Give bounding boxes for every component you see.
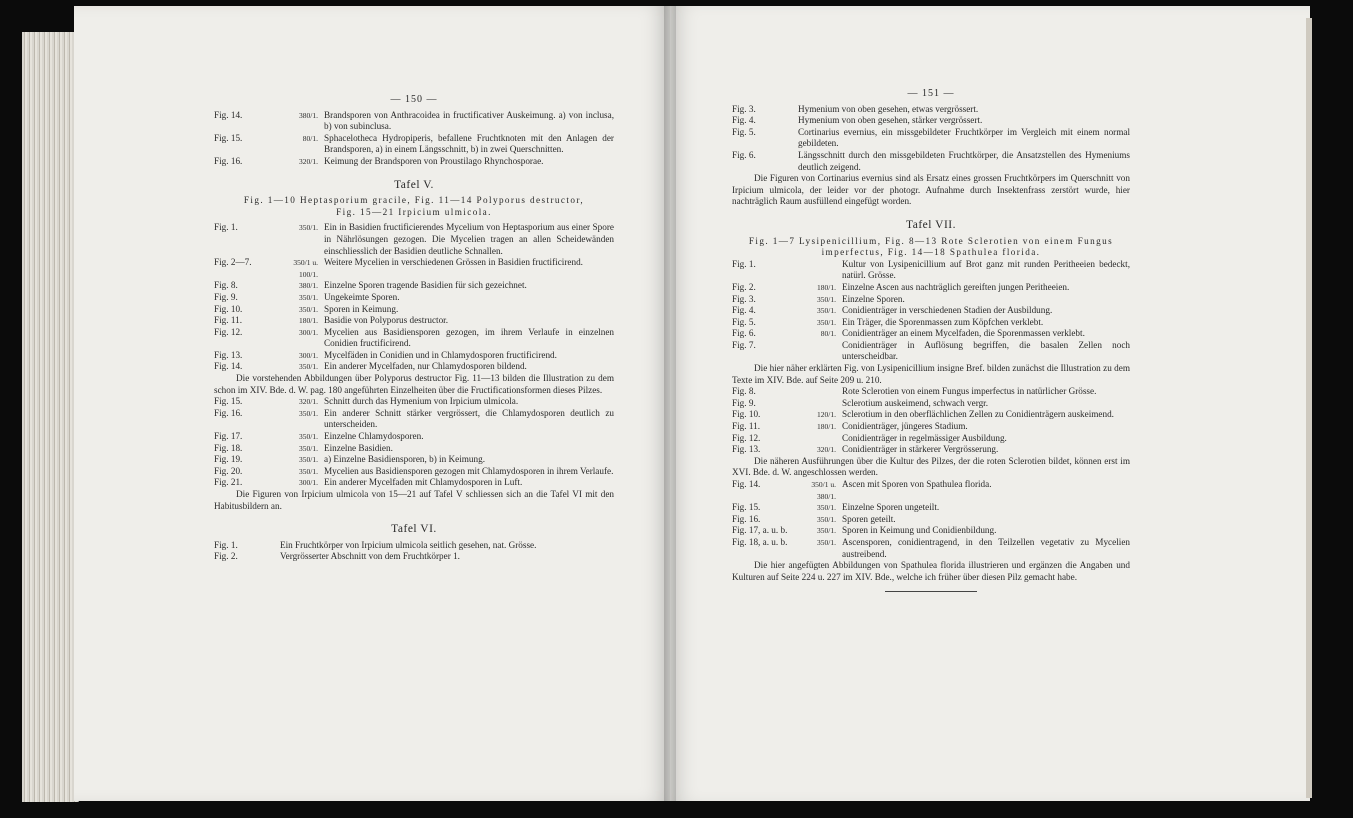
book-page-edges <box>22 32 79 802</box>
figure-entry <box>214 431 614 443</box>
magnification: 350/1. <box>817 526 836 536</box>
figure-label: Fig. 13. <box>732 444 761 455</box>
figure-entry <box>732 115 1130 127</box>
magnification: 120/1. <box>817 410 836 420</box>
figure-entry <box>732 282 1130 294</box>
figure-entry <box>732 502 1130 514</box>
left-page-text <box>214 94 614 563</box>
plate-subtitle: imperfectus, Fig. 14—18 Spathulea florida. <box>821 247 1041 258</box>
figure-entry <box>732 294 1130 306</box>
magnification: 350/1. <box>299 466 318 476</box>
magnification: 350/1 u. 380/1. <box>811 480 836 501</box>
magnification: 350/1. <box>299 223 318 233</box>
figure-entry <box>732 259 1130 282</box>
figure-entry <box>732 150 1130 173</box>
figure-entry <box>214 222 614 257</box>
figure-description: Mycelfäden in Conidien und in Chlamydosporen fructificirend. <box>324 349 557 360</box>
figure-entry <box>732 433 1130 445</box>
figure-entry <box>732 409 1130 421</box>
figure-label: Fig. 21. <box>214 477 243 488</box>
figure-description: Einzelne Sporen tragende Basidien für sich gezeichnet. <box>324 280 527 291</box>
figure-description: Hymenium von oben gesehen, etwas vergrössert. <box>798 103 979 114</box>
magnification: 350/1. <box>299 362 318 372</box>
magnification <box>798 259 842 282</box>
figure-label: Fig. 2. <box>214 551 238 562</box>
figure-label: Fig. 12. <box>214 326 243 337</box>
magnification: 80/1. <box>302 133 318 143</box>
figure-entry <box>732 514 1130 526</box>
figure-description: Sclerotium auskeimend, schwach vergr. <box>842 397 989 408</box>
figure-description: Ein Träger, die Sporenmassen zum Köpfchen verklebt. <box>842 316 1044 327</box>
figure-description: Conidienträger in verschiedenen Stadien der Ausbildung. <box>842 305 1053 316</box>
figure-description: Sclerotium in den oberflächlichen Zellen zu Conidienträgern auskeimend. <box>842 409 1114 420</box>
figure-label: Fig. 9. <box>732 397 756 408</box>
magnification <box>798 340 842 363</box>
figure-entry <box>732 317 1130 329</box>
figure-description: Ein Fruchtkörper von Irpicium ulmicola seitlich gesehen, nat. Grösse. <box>280 539 537 550</box>
magnification: 350/1. <box>817 514 836 524</box>
figure-description: Sporen in Keimung. <box>324 303 399 314</box>
figure-description: Mycelien aus Basidiensporen gezogen mit Chlamydosporen in ihrem Verlaufe. <box>324 465 614 476</box>
figure-label: Fig. 20. <box>214 465 243 476</box>
figure-entry <box>214 466 614 478</box>
figure-entry <box>214 327 614 350</box>
magnification: 350/1. <box>299 292 318 302</box>
figure-entry <box>214 454 614 466</box>
figure-label: Fig. 14. <box>214 361 243 372</box>
figure-entry <box>214 350 614 362</box>
figure-description: Conidienträger in Auflösung begriffen, die basalen Zellen noch unterscheidbar. <box>842 339 1130 362</box>
magnification: 300/1. <box>299 478 318 488</box>
figure-description: Mycelien aus Basidiensporen gezogen, im ihrem Verlaufe in einzelnen Conidien fructificirend. <box>324 326 614 349</box>
figure-entry <box>732 328 1130 340</box>
magnification: 350/1. <box>299 408 318 418</box>
figure-description: Conidienträger in regelmässiger Ausbildung. <box>842 432 1007 443</box>
figure-description: Sporen in Keimung und Conidienbildung. <box>842 525 997 536</box>
magnification: 300/1. <box>299 327 318 337</box>
figure-description: Sphacelotheca Hydropiperis, befallene Fruchtknoten mit den Anlagen der Brandsporen, a) in einem Längsschnitt, b) in zwei Querschnitten. <box>324 132 614 155</box>
magnification: 80/1. <box>820 329 836 339</box>
figure-entry <box>214 361 614 373</box>
figure-description: Brandsporen von Anthracoidea in fructificativer Auskeimung. a) von inclusa, b) von subinclusa. <box>324 109 614 132</box>
figure-label: Fig. 1. <box>732 258 756 269</box>
figure-label: Fig. 5. <box>732 126 756 137</box>
magnification: 320/1. <box>817 445 836 455</box>
plate-subtitle: Fig. 1—10 Heptasporium gracile, Fig. 11—14 Polyporus destructor, <box>243 195 585 206</box>
figure-entry <box>732 525 1130 537</box>
figure-description: Ein anderer Mycelfaden mit Chlamydosporen in Luft. <box>324 477 523 488</box>
magnification <box>798 386 842 398</box>
figure-description: Basidie von Polyporus destructor. <box>324 315 449 326</box>
right-page-edge <box>1306 18 1312 798</box>
figure-list <box>732 259 1130 363</box>
figure-entry <box>214 408 614 431</box>
magnification: 350/1. <box>817 317 836 327</box>
figure-list <box>214 222 614 373</box>
plate-subtitle: Fig. 15—21 Irpicium ulmicola. <box>336 206 492 217</box>
figure-description: Cortinarius evernius, ein missgebildeter Fruchtkörper im Vergleich mit einem normal gebildeten. <box>798 126 1130 149</box>
figure-entry <box>214 280 614 292</box>
figure-description: Einzelne Basidien. <box>324 442 393 453</box>
figure-label: Fig. 16. <box>214 155 243 166</box>
figure-entry <box>214 443 614 455</box>
figure-description: a) Einzelne Basidiensporen, b) in Keimung. <box>324 454 485 465</box>
figure-label: Fig. 15. <box>214 396 243 407</box>
figure-entry <box>732 386 1130 398</box>
page-number: — 151 — <box>907 88 955 99</box>
figure-description: Kultur von Lysipenicillium auf Brot ganz mit runden Peritheeien bedeckt, natürl. Grösse. <box>842 258 1130 281</box>
figure-label: Fig. 1. <box>214 222 238 233</box>
figure-description: Einzelne Chlamydosporen. <box>324 431 424 442</box>
figure-label: Fig. 15. <box>732 502 761 513</box>
figure-description: Conidienträger an einem Mycelfaden, die Sporenmassen verklebt. <box>842 328 1085 339</box>
figure-description: Einzelne Sporen. <box>842 293 905 304</box>
figure-label: Fig. 8. <box>214 280 238 291</box>
figure-label: Fig. 9. <box>214 291 238 302</box>
magnification: 300/1. <box>299 350 318 360</box>
figure-description: Ascen mit Sporen von Spathulea florida. <box>842 479 992 489</box>
magnification: 350/1. <box>817 503 836 513</box>
figure-description: Rote Sclerotien von einem Fungus imperfectus in natürlicher Grösse. <box>842 386 1097 397</box>
figure-entry <box>214 133 614 156</box>
figure-description: Keimung der Brandsporen von Proustilago Rhynchosporae. <box>324 155 544 166</box>
magnification: 180/1. <box>817 422 836 432</box>
figure-entry <box>214 292 614 304</box>
magnification: 350/1 u. 100/1. <box>293 258 318 279</box>
magnification: 380/1. <box>299 110 318 120</box>
figure-description: Ein anderer Schnitt stärker vergrössert, die Chlamydosporen deutlich zu unterscheiden. <box>324 407 614 430</box>
right-page-text <box>732 88 1130 592</box>
figure-entry <box>214 110 614 133</box>
figure-entry <box>732 104 1130 116</box>
figure-label: Fig. 14. <box>732 479 761 489</box>
figure-label: Fig. 15. <box>214 132 243 143</box>
figure-list <box>214 540 614 563</box>
figure-entry <box>732 479 1130 502</box>
figure-description: Hymenium von oben gesehen, stärker vergrössert. <box>798 115 983 126</box>
figure-list <box>732 386 1130 456</box>
figure-label: Fig. 6. <box>732 328 756 339</box>
figure-list <box>214 110 614 168</box>
book-gutter <box>664 6 676 801</box>
plate-title: Tafel VI. <box>391 523 437 536</box>
figure-label: Fig. 5. <box>732 316 756 327</box>
paragraph: Die Figuren von Cortinarius evernius sind als Ersatz eines grossen Fruchtkörpers im Querschnitt von Irpicium ulmicola, der leider vor der photogr. Aufnahme durch Insektenfrass zerstört wurde, hier nachträglich Raum ausfüllend eingefügt worden. <box>732 173 1130 207</box>
figure-description: Conidienträger, jüngeres Stadium. <box>842 421 968 432</box>
figure-label: Fig. 1. <box>214 539 238 550</box>
figure-label: Fig. 17. <box>214 431 243 442</box>
figure-label: Fig. 4. <box>732 305 756 316</box>
figure-description: Ungekeimte Sporen. <box>324 291 400 302</box>
paragraph: Die vorstehenden Abbildungen über Polyporus destructor Fig. 11—13 bilden die Illustration zu dem schon im XIV. Bde. d. W. pag. 180 angeführten Einzelheiten über die Fructificationsformen dieses Pilzes. <box>214 373 614 395</box>
magnification: 350/1. <box>817 306 836 316</box>
figure-entry <box>214 257 614 280</box>
figure-entry <box>732 127 1130 150</box>
magnification: 350/1. <box>299 443 318 453</box>
figure-label: Fig. 6. <box>732 149 756 160</box>
figure-entry <box>732 421 1130 433</box>
magnification: 350/1. <box>817 294 836 304</box>
figure-entry <box>214 315 614 327</box>
magnification: 380/1. <box>299 281 318 291</box>
figure-description: Sporen geteilt. <box>842 513 896 524</box>
figure-label: Fig. 18. <box>214 442 243 453</box>
magnification: 350/1. <box>299 304 318 314</box>
figure-label: Fig. 12. <box>732 432 761 443</box>
plate-subtitle: Fig. 1—7 Lysipenicillium, Fig. 8—13 Rote Sclerotien von einem Fungus <box>748 235 1114 246</box>
figure-label: Fig. 10. <box>732 409 761 420</box>
plate-title: Tafel VII. <box>906 218 956 231</box>
figure-label: Fig. 17, a. u. b. <box>732 525 788 536</box>
magnification <box>798 398 842 410</box>
figure-description: Einzelne Ascen aus nachträglich gereiften jungen Peritheeien. <box>842 281 1070 292</box>
paragraph: Die hier angefügten Abbildungen von Spathulea florida illustrieren und ergänzen die Angaben und Kulturen auf Seite 224 u. 227 im XIV. Bde., welche ich früher über diesen Pilz gemacht habe. <box>732 560 1130 582</box>
figure-entry <box>732 398 1130 410</box>
figure-entry <box>732 444 1130 456</box>
figure-list <box>214 396 614 489</box>
figure-label: Fig. 13. <box>214 349 243 360</box>
figure-description: Ascensporen, conidientragend, in den Teilzellen vegetativ zu Mycelien austreibend. <box>842 536 1130 559</box>
figure-label: Fig. 16. <box>214 407 243 418</box>
figure-label: Fig. 14. <box>214 109 243 120</box>
figure-label: Fig. 2—7. <box>214 257 252 268</box>
page-number: — 150 — <box>390 94 438 105</box>
figure-entry <box>214 396 614 408</box>
figure-description: Ein anderer Mycelfaden, nur Chlamydosporen bildend. <box>324 361 527 372</box>
figure-description: Conidienträger in stärkerer Vergrösserung. <box>842 444 999 455</box>
figure-label: Fig. 3. <box>732 103 756 114</box>
magnification <box>798 433 842 445</box>
paragraph: Die hier näher erklärten Fig. von Lysipenicillium insigne Bref. bilden zunächst die Illustration zu dem Texte im XIV. Bde. auf Seite 209 u. 210. <box>732 363 1130 385</box>
paragraph: Die Figuren von Irpicium ulmicola von 15—21 auf Tafel V schliessen sich an die Tafel VI mit den Habitusbildern an. <box>214 489 614 511</box>
figure-entry <box>214 551 614 563</box>
figure-label: Fig. 18, a. u. b. <box>732 536 788 547</box>
figure-entry <box>732 340 1130 363</box>
magnification: 320/1. <box>299 156 318 166</box>
figure-entry <box>214 304 614 316</box>
figure-entry <box>214 477 614 489</box>
figure-label: Fig. 8. <box>732 386 756 397</box>
end-rule <box>885 591 977 592</box>
figure-description: Vergrösserter Abschnitt von dem Fruchtkörper 1. <box>280 551 460 562</box>
figure-label: Fig. 3. <box>732 293 756 304</box>
figure-description: Weitere Mycelien in verschiedenen Grössen in Basidien fructificirend. <box>324 257 583 268</box>
magnification: 180/1. <box>817 282 836 292</box>
figure-entry <box>732 537 1130 560</box>
magnification: 350/1. <box>299 455 318 465</box>
figure-label: Fig. 11. <box>214 315 242 326</box>
figure-description: Längsschnitt durch den missgebildeten Fruchtkörper, die Ansatzstellen des Hymeniums deutlich zeigend. <box>798 149 1130 172</box>
figure-entry <box>214 540 614 552</box>
figure-description: Einzelne Sporen ungeteilt. <box>842 502 940 513</box>
figure-list <box>732 104 1130 174</box>
magnification: 350/1. <box>817 537 836 547</box>
figure-label: Fig. 7. <box>732 339 756 350</box>
figure-label: Fig. 16. <box>732 513 761 524</box>
figure-entry <box>214 156 614 168</box>
figure-label: Fig. 11. <box>732 421 760 432</box>
plate-title: Tafel V. <box>394 178 434 191</box>
figure-list <box>732 479 1130 560</box>
figure-description: Schnitt durch das Hymenium von Irpicium ulmicola. <box>324 396 519 407</box>
magnification: 350/1. <box>299 432 318 442</box>
figure-label: Fig. 19. <box>214 454 243 465</box>
figure-entry <box>732 305 1130 317</box>
figure-description: Ein in Basidien fructificierendes Mycelium von Heptasporium aus einer Spore in Nährlösungen gezogen. Die Mycelien tragen an allen Scheidewänden einschliesslich der Basidien deutliche Schnallen. <box>324 222 614 256</box>
magnification: 180/1. <box>299 316 318 326</box>
figure-label: Fig. 10. <box>214 303 243 314</box>
magnification: 320/1. <box>299 397 318 407</box>
paragraph: Die näheren Ausführungen über die Kultur des Pilzes, der die roten Sclerotien bildet, können erst im XVI. Bde. d. W. angeschlossen werden. <box>732 455 1130 478</box>
figure-label: Fig. 4. <box>732 115 756 126</box>
figure-label: Fig. 2. <box>732 281 756 292</box>
